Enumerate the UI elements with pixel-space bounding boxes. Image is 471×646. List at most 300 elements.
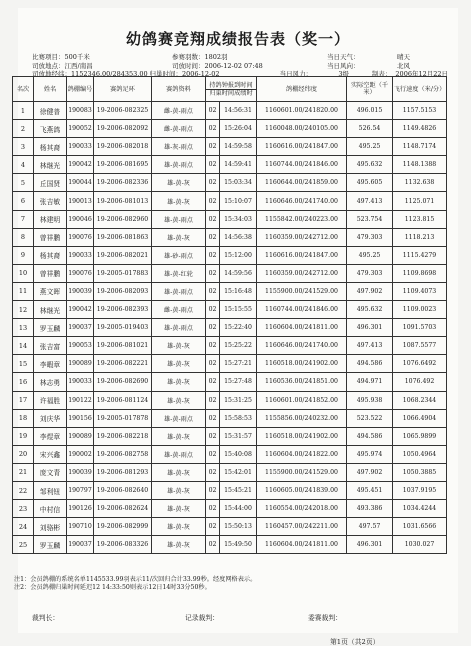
distance-cell: 497.902 <box>347 463 393 481</box>
race-info <box>32 53 448 79</box>
bird-info-cell: 雄-黄-灰 <box>152 337 206 355</box>
distance-cell: 495.632 <box>347 301 393 319</box>
arrival-time-cell: 15:44:00 <box>220 500 257 518</box>
ring-cell: 19-2006-082999 <box>94 518 152 536</box>
arrival-time-cell: 15:25:22 <box>220 337 257 355</box>
bird-info-cell: 雄-黄-雨点 <box>152 319 206 337</box>
loft-no-cell: 190053 <box>67 337 94 355</box>
name-cell: 徐健普 <box>34 102 67 120</box>
coordinates-cell: 1160518.00/241902.00 <box>257 355 347 373</box>
arrival-day-cell: 02 <box>206 463 220 481</box>
speed-cell: 1050.3885 <box>393 463 447 481</box>
coordinates-cell: 1160646.00/241740.00 <box>257 192 347 210</box>
loft-no-cell: 190122 <box>67 391 94 409</box>
coordinates-cell: 1160048.00/240105.00 <box>257 120 347 138</box>
name-cell: 邹利钮 <box>34 481 67 499</box>
bird-info-cell: 雄-黄-灰 <box>152 463 206 481</box>
arrival-time-cell: 14:59:56 <box>220 264 257 282</box>
bird-info-cell: 雄-黄-灰 <box>152 391 206 409</box>
speed-cell: 1066.4904 <box>393 409 447 427</box>
ring-cell: 19-2006-082758 <box>94 445 152 463</box>
loft-no-cell: 190044 <box>67 174 94 192</box>
arrival-time-cell: 15:26:04 <box>220 120 257 138</box>
arrival-time-cell: 15:45:21 <box>220 481 257 499</box>
distance-cell: 494.971 <box>347 373 393 391</box>
header-coordinates: 鸽棚经纬度 <box>257 77 347 102</box>
rank-cell: 10 <box>13 264 34 282</box>
header-rank: 名次 <box>13 77 34 102</box>
name-cell: 罗玉麟 <box>34 319 67 337</box>
arrival-day-cell: 02 <box>206 391 220 409</box>
header-speed: 飞行速度（米/分） <box>393 77 447 102</box>
arrival-time-cell: 15:34:03 <box>220 210 257 228</box>
arrival-time-cell: 15:15:55 <box>220 301 257 319</box>
rank-cell: 14 <box>13 337 34 355</box>
arrival-day-cell: 02 <box>206 301 220 319</box>
distance-cell: 479.303 <box>347 228 393 246</box>
bird-info-cell: 雄-黄-红轮 <box>152 264 206 282</box>
race-item: 比赛项目：500千米 <box>32 53 90 61</box>
arrival-day-cell: 02 <box>206 246 220 264</box>
arrival-day-cell: 02 <box>206 500 220 518</box>
ring-cell: 19-2006-081013 <box>94 192 152 210</box>
speed-cell: 1037.9195 <box>393 481 447 499</box>
arrival-time-cell: 15:16:48 <box>220 282 257 300</box>
bird-info-cell: 雄-黄-灰 <box>152 355 206 373</box>
distance-cell: 495.974 <box>347 445 393 463</box>
ring-cell: 19-2006-081021 <box>94 337 152 355</box>
arrival-day-cell: 02 <box>206 427 220 445</box>
distance-cell: 497.413 <box>347 337 393 355</box>
rank-cell: 11 <box>13 282 34 300</box>
distance-cell: 494.586 <box>347 355 393 373</box>
arrival-day-cell: 02 <box>206 156 220 174</box>
header-distance: 实际空距（千米） <box>347 77 393 102</box>
table-row <box>13 536 447 554</box>
ring-cell: 19-2006-082018 <box>94 138 152 156</box>
arrival-day-cell: 02 <box>206 445 220 463</box>
speed-cell: 1109.8698 <box>393 264 447 282</box>
ring-cell: 19-2005-017883 <box>94 264 152 282</box>
rank-cell: 18 <box>13 409 34 427</box>
ring-cell: 19-2006-081124 <box>94 391 152 409</box>
table-row <box>13 192 447 210</box>
speed-cell: 1115.4279 <box>393 246 447 264</box>
bird-info-cell: 雄-黄-灰 <box>152 228 206 246</box>
bird-info-cell: 雄-砂-雨点 <box>152 246 206 264</box>
name-cell: 林继光 <box>34 156 67 174</box>
rank-cell: 4 <box>13 156 34 174</box>
name-cell: 飞燕鸽 <box>34 120 67 138</box>
arrival-time-cell: 14:56:31 <box>220 102 257 120</box>
distance-cell: 496.301 <box>347 536 393 554</box>
loft-no-cell: 190013 <box>67 192 94 210</box>
coordinates-cell: 1160359.00/242712.00 <box>257 228 347 246</box>
arrival-time-cell: 15:49:50 <box>220 536 257 554</box>
coordinates-cell: 1160644.00/241859.00 <box>257 174 347 192</box>
ring-cell: 19-2006-082021 <box>94 246 152 264</box>
ring-cell: 19-2006-082960 <box>94 210 152 228</box>
name-cell: 曾祥鹏 <box>34 264 67 282</box>
arrival-day-cell: 02 <box>206 282 220 300</box>
arrival-day-cell: 02 <box>206 337 220 355</box>
speed-cell: 1034.4244 <box>393 500 447 518</box>
distance-cell: 497.57 <box>347 518 393 536</box>
name-cell: 丘国贤 <box>34 174 67 192</box>
arrival-time-cell: 14:59:58 <box>220 138 257 156</box>
loft-no-cell: 190033 <box>67 246 94 264</box>
loft-no-cell: 190033 <box>67 138 94 156</box>
header-arrival-time <box>206 77 257 102</box>
bird-info-cell: 雄-黄-灰 <box>152 500 206 518</box>
return-date: 归巢时间：2006-12-02 <box>149 70 220 79</box>
table-row <box>13 445 447 463</box>
name-cell: 张吉富 <box>34 337 67 355</box>
ring-cell: 19-2005-019403 <box>94 319 152 337</box>
ring-cell: 19-2006-082218 <box>94 427 152 445</box>
ring-cell: 19-2006-081695 <box>94 156 152 174</box>
entry-count: 参赛羽数：1802羽 <box>172 53 228 61</box>
rank-cell: 5 <box>13 174 34 192</box>
bird-info-cell: 雌-黄-雨点 <box>152 301 206 319</box>
rank-cell: 6 <box>13 192 34 210</box>
results-table <box>12 76 447 554</box>
header-bird-info: 赛鸽资料 <box>152 77 206 102</box>
speed-cell: 1087.5577 <box>393 337 447 355</box>
rank-cell: 1 <box>13 102 34 120</box>
loft-no-cell: 190797 <box>67 481 94 499</box>
note-2: 注2：会员鸽棚归巢时间延迟12 14:33:50则表示12日14时33分50秒。 <box>14 584 211 591</box>
loft-no-cell: 190076 <box>67 264 94 282</box>
table-row <box>13 264 447 282</box>
ring-cell: 19-2006-082690 <box>94 373 152 391</box>
arrival-day-cell: 02 <box>206 481 220 499</box>
table-row <box>13 373 447 391</box>
arrival-time-cell: 15:27:21 <box>220 355 257 373</box>
arrival-time-cell: 15:50:13 <box>220 518 257 536</box>
rank-cell: 24 <box>13 518 34 536</box>
distance-cell: 496.015 <box>347 102 393 120</box>
name-cell: 李煜章 <box>34 427 67 445</box>
prepared-date: 2006年12月22日 <box>395 70 449 79</box>
name-cell: 罗玉麟 <box>34 536 67 554</box>
arrival-time-cell: 15:58:53 <box>220 409 257 427</box>
arrival-time-cell: 15:03:34 <box>220 174 257 192</box>
name-cell: 曾祥鹏 <box>34 228 67 246</box>
table-header-row <box>13 77 447 102</box>
results-body <box>13 102 447 554</box>
recorder-signature: 记录裁判： <box>185 614 219 622</box>
loft-no-cell: 190083 <box>67 102 94 120</box>
coordinates-cell: 1155900.00/241529.00 <box>257 282 347 300</box>
arrival-time-cell: 15:12:00 <box>220 246 257 264</box>
arrival-time-cell: 15:40:08 <box>220 445 257 463</box>
ring-cell: 19-2005-017878 <box>94 409 152 427</box>
header-ring: 赛鸽足环 <box>94 77 152 102</box>
distance-cell: 495.605 <box>347 174 393 192</box>
ring-cell: 19-2006-082092 <box>94 120 152 138</box>
rank-cell: 21 <box>13 463 34 481</box>
table-row <box>13 391 447 409</box>
bird-info-cell: 雄-黄-雨点 <box>152 282 206 300</box>
table-row <box>13 246 447 264</box>
loft-no-cell: 190089 <box>67 355 94 373</box>
arrival-time-cell: 15:31:25 <box>220 391 257 409</box>
page-number: 第1页（共2页） <box>330 638 380 646</box>
table-row <box>13 282 447 300</box>
speed-cell: 1123.815 <box>393 210 447 228</box>
name-cell: 许福胜 <box>34 391 67 409</box>
table-row <box>13 138 447 156</box>
arrival-day-cell: 02 <box>206 319 220 337</box>
arrival-time-cell: 15:31:57 <box>220 427 257 445</box>
table-row <box>13 337 447 355</box>
rank-cell: 22 <box>13 481 34 499</box>
table-row <box>13 102 447 120</box>
coordinates-cell: 1160605.00/241839.00 <box>257 481 347 499</box>
table-row <box>13 409 447 427</box>
coordinates-cell: 1160554.00/242018.00 <box>257 500 347 518</box>
bird-info-cell: 雄-黄-灰 <box>152 481 206 499</box>
arrival-day-cell: 02 <box>206 120 220 138</box>
name-cell: 中村信 <box>34 500 67 518</box>
rank-cell: 20 <box>13 445 34 463</box>
arrival-time-cell: 14:56:38 <box>220 228 257 246</box>
coordinates-cell: 1160536.00/241851.00 <box>257 373 347 391</box>
judge-signature: 裁判长： <box>32 614 60 622</box>
speed-cell: 1050.4964 <box>393 445 447 463</box>
rank-cell: 3 <box>13 138 34 156</box>
speed-cell: 1076.6492 <box>393 355 447 373</box>
loft-no-cell: 190042 <box>67 301 94 319</box>
table-row <box>13 210 447 228</box>
bird-info-cell: 雄-黄-雨点 <box>152 210 206 228</box>
release-time: 司放时间：2006-12-02 07:48 <box>172 61 263 70</box>
loft-no-cell: 190076 <box>67 228 94 246</box>
distance-cell: 523.754 <box>347 210 393 228</box>
coordinates-cell: 1160359.00/242712.00 <box>257 264 347 282</box>
name-cell: 杨其裔 <box>34 246 67 264</box>
coordinates-cell: 1160604.00/241811.00 <box>257 319 347 337</box>
race-info-row-2 <box>32 62 448 71</box>
speed-cell: 1030.027 <box>393 536 447 554</box>
table-row <box>13 301 447 319</box>
speed-cell: 1109.4073 <box>393 282 447 300</box>
table-row <box>13 319 447 337</box>
bird-info-cell: 雄-黄-雨点 <box>152 445 206 463</box>
arrival-day-cell: 02 <box>206 264 220 282</box>
loft-no-cell: 190037 <box>67 319 94 337</box>
loft-no-cell: 190039 <box>67 282 94 300</box>
speed-cell: 1031.6566 <box>393 518 447 536</box>
coordinates-cell: 1160616.00/241847.00 <box>257 138 347 156</box>
bird-info-cell: 雄-黄-雨点 <box>152 156 206 174</box>
rank-cell: 8 <box>13 228 34 246</box>
ring-cell: 19-2006-082393 <box>94 301 152 319</box>
table-row <box>13 120 447 138</box>
speed-cell: 1157.5153 <box>393 102 447 120</box>
coordinates-cell: 1160518.00/241902.00 <box>257 427 347 445</box>
table-row <box>13 518 447 536</box>
loft-no-cell: 190042 <box>67 156 94 174</box>
weather-label: 当日天气： <box>327 53 360 61</box>
distance-cell: 493.386 <box>347 500 393 518</box>
coordinates-cell: 1155900.00/241529.00 <box>257 463 347 481</box>
coordinates-cell: 1160457.00/242211.00 <box>257 518 347 536</box>
speed-cell: 1118.213 <box>393 228 447 246</box>
name-cell: 燕文晖 <box>34 282 67 300</box>
notes <box>14 576 463 592</box>
arrival-time-cell: 15:22:40 <box>220 319 257 337</box>
speed-cell: 1109.0023 <box>393 301 447 319</box>
distance-cell: 495.632 <box>347 156 393 174</box>
distance-cell: 523.522 <box>347 409 393 427</box>
ring-cell: 19-2006-082093 <box>94 282 152 300</box>
wind-force-label: 当日风力： <box>279 70 313 79</box>
table-row <box>13 463 447 481</box>
distance-cell: 479.303 <box>347 264 393 282</box>
bird-info-cell: 雄-黄-灰 <box>152 518 206 536</box>
distance-cell: 494.586 <box>347 427 393 445</box>
loft-no-cell: 190002 <box>67 445 94 463</box>
speed-cell: 1065.9899 <box>393 427 447 445</box>
wind-direction-label: 当日风向： <box>327 61 360 70</box>
note-1: 注1：会员鸽棚的系统名单1145533.99羽表示11/次回归合计33.99秒。经度网格表示。 <box>14 576 257 583</box>
speed-cell: 1076.492 <box>393 373 447 391</box>
weather-value: 晴天 <box>397 53 410 61</box>
arrival-time-cell: 15:42:01 <box>220 463 257 481</box>
name-cell: 林继光 <box>34 301 67 319</box>
name-cell: 刘骆彬 <box>34 518 67 536</box>
arrival-time-cell: 15:27:48 <box>220 373 257 391</box>
ring-cell: 19-2006-082325 <box>94 102 152 120</box>
bird-info-cell: 雄-黄-灰 <box>152 427 206 445</box>
table-row <box>13 156 447 174</box>
coordinates-cell: 1160616.00/241847.00 <box>257 246 347 264</box>
bird-info-cell: 雄-黄-雨点 <box>152 409 206 427</box>
name-cell: 林志勇 <box>34 373 67 391</box>
speed-cell: 1091.5703 <box>393 319 447 337</box>
coordinates-cell: 1160604.00/241822.00 <box>257 445 347 463</box>
distance-cell: 496.301 <box>347 319 393 337</box>
wind-direction-value: 北风 <box>397 61 410 70</box>
table-row <box>13 174 447 192</box>
arrival-day-cell: 02 <box>206 102 220 120</box>
name-cell: 杨其裔 <box>34 138 67 156</box>
bird-info-cell: 雌-黄-雨点 <box>152 120 206 138</box>
arrival-day-cell: 02 <box>206 409 220 427</box>
name-cell: 宋兴鑫 <box>34 445 67 463</box>
arrival-day-cell: 02 <box>206 192 220 210</box>
loft-no-cell: 190046 <box>67 210 94 228</box>
coordinates-cell: 1160601.00/241820.00 <box>257 102 347 120</box>
ring-cell: 19-2006-082640 <box>94 481 152 499</box>
rank-cell: 23 <box>13 500 34 518</box>
distance-cell: 497.902 <box>347 282 393 300</box>
name-cell: 林建明 <box>34 210 67 228</box>
wind-force-value: 3级 <box>338 70 349 79</box>
table-row <box>13 500 447 518</box>
speed-cell: 1148.1388 <box>393 156 447 174</box>
rank-cell: 7 <box>13 210 34 228</box>
bird-info-cell: 雄-黄-灰 <box>152 192 206 210</box>
coordinates-cell: 1160601.00/241852.00 <box>257 391 347 409</box>
loft-no-cell: 190039 <box>67 463 94 481</box>
arrival-day-cell: 02 <box>206 373 220 391</box>
ring-cell: 19-2006-082624 <box>94 500 152 518</box>
name-cell: 庞文青 <box>34 463 67 481</box>
loft-no-cell: 190033 <box>67 373 94 391</box>
arrival-day-cell: 02 <box>206 518 220 536</box>
speed-cell: 1132.638 <box>393 174 447 192</box>
arrival-day-cell: 02 <box>206 228 220 246</box>
loft-no-cell: 190052 <box>67 120 94 138</box>
arrival-day-cell: 02 <box>206 355 220 373</box>
coordinates-cell: 1160744.00/241846.00 <box>257 156 347 174</box>
speed-cell: 1148.7174 <box>393 138 447 156</box>
distance-cell: 495.451 <box>347 481 393 499</box>
rank-cell: 13 <box>13 319 34 337</box>
coordinates-cell: 1160744.00/241846.00 <box>257 301 347 319</box>
race-info-row-1 <box>32 53 448 62</box>
ring-cell: 19-2006-082221 <box>94 355 152 373</box>
name-cell: 刘庆华 <box>34 409 67 427</box>
table-row <box>13 427 447 445</box>
coordinates-cell: 1160604.00/241811.00 <box>257 536 347 554</box>
ring-cell: 19-2006-081293 <box>94 463 152 481</box>
speed-cell: 1149.4826 <box>393 120 447 138</box>
coordinates-cell: 1155842.00/240223.00 <box>257 210 347 228</box>
rank-cell: 15 <box>13 355 34 373</box>
loft-no-cell: 190710 <box>67 518 94 536</box>
bird-info-cell: 雄-黄-灰 <box>152 373 206 391</box>
name-cell: 李暇章 <box>34 355 67 373</box>
bird-info-cell: 雄-黄-灰 <box>152 174 206 192</box>
ring-cell: 19-2006-081863 <box>94 228 152 246</box>
rank-cell: 16 <box>13 373 34 391</box>
loft-no-cell: 190126 <box>67 500 94 518</box>
arrival-day-cell: 02 <box>206 174 220 192</box>
arrival-time-cell: 14:59:41 <box>220 156 257 174</box>
rank-cell: 19 <box>13 427 34 445</box>
table-row <box>13 355 447 373</box>
ring-cell: 19-2006-082336 <box>94 174 152 192</box>
table-row <box>13 481 447 499</box>
rank-cell: 25 <box>13 536 34 554</box>
rank-cell: 17 <box>13 391 34 409</box>
distance-cell: 495.938 <box>347 391 393 409</box>
bird-info-cell: 雄-灰-雨点 <box>152 138 206 156</box>
distance-cell: 495.25 <box>347 246 393 264</box>
speed-cell: 1068.2344 <box>393 391 447 409</box>
ring-cell: 19-2006-083326 <box>94 536 152 554</box>
header-clock-report: 持鸽钟报到时间 <box>206 82 256 90</box>
coordinates-cell: 1155856.00/240232.00 <box>257 409 347 427</box>
rank-cell: 2 <box>13 120 34 138</box>
loft-no-cell: 190089 <box>67 427 94 445</box>
prepared-label: 制表： <box>371 70 392 79</box>
rank-cell: 12 <box>13 301 34 319</box>
distance-cell: 497.413 <box>347 192 393 210</box>
rank-cell: 9 <box>13 246 34 264</box>
release-location: 司放地点：江西/南昌 <box>32 61 93 70</box>
distance-cell: 495.25 <box>347 138 393 156</box>
header-arrival: 归巢时间成绩时 <box>209 89 253 97</box>
name-cell: 张吉敏 <box>34 192 67 210</box>
release-coordinates: 司放地经纬：1152346.00/284353.00 <box>32 70 148 79</box>
header-name: 姓名 <box>34 77 67 102</box>
speed-cell: 1125.071 <box>393 192 447 210</box>
